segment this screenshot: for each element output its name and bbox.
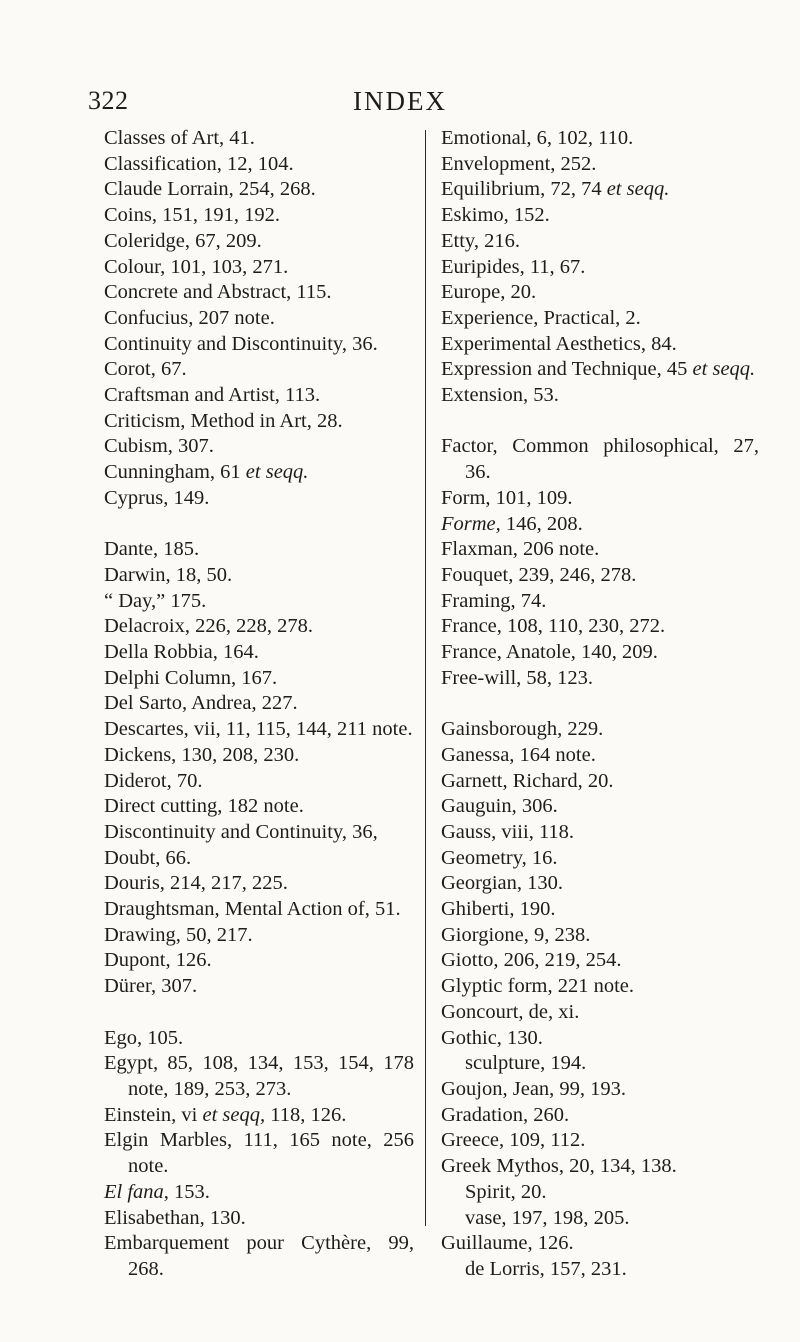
index-entry: Envelopment, 252. bbox=[441, 152, 597, 175]
index-entry bbox=[104, 1180, 414, 1206]
index-entry: Gradation, 260. bbox=[441, 1103, 570, 1126]
index-entry: Elgin Marbles, 111, 165 note, 256 note. bbox=[104, 1129, 414, 1178]
index-entry: Experimental Aesthetics, 84. bbox=[441, 332, 677, 355]
index-entry: Della Robbia, 164. bbox=[104, 641, 259, 664]
index-entry: Classification, 12, 104. bbox=[104, 152, 294, 175]
index-entry: Cyprus, 149. bbox=[104, 486, 210, 509]
index-entry: Diderot, 70. bbox=[104, 769, 203, 792]
index-entry: Douris, 214, 217, 225. bbox=[104, 872, 288, 895]
index-entry: Etty, 216. bbox=[441, 229, 520, 252]
index-entry: Greece, 109, 112. bbox=[441, 1129, 586, 1152]
entry-text: 146, 208. bbox=[500, 512, 583, 535]
index-entry: Colour, 101, 103, 271. bbox=[104, 255, 289, 278]
index-entry: Corot, 67. bbox=[104, 358, 187, 381]
index-entry: Continuity and Discontinuity, 36. bbox=[104, 332, 378, 355]
entry-italic-text: et seqq, bbox=[202, 1103, 266, 1126]
entry-italic-text: et seqq. bbox=[606, 178, 670, 201]
running-head: INDEX bbox=[353, 86, 447, 116]
index-subentry: sculpture, 194. bbox=[465, 1052, 587, 1075]
index-entry: Geometry, 16. bbox=[441, 846, 558, 869]
index-entry: Emotional, 6, 102, 110. bbox=[441, 127, 634, 149]
entry-italic-text: et seqq. bbox=[245, 461, 309, 484]
index-entry: Coleridge, 67, 209. bbox=[104, 229, 262, 252]
page-number: 322 bbox=[88, 86, 129, 115]
letter-group-gap bbox=[104, 1000, 414, 1026]
index-entry: Euripides, 11, 67. bbox=[441, 255, 586, 278]
index-entry: Drawing, 50, 217. bbox=[104, 923, 253, 946]
index-entry bbox=[104, 460, 414, 486]
index-entry: Confucius, 207 note. bbox=[104, 306, 275, 329]
index-entry: Concrete and Abstract, 115. bbox=[104, 281, 332, 304]
index-entry: Guillaume, 126. bbox=[441, 1232, 574, 1255]
index-entry: Direct cutting, 182 note. bbox=[104, 795, 304, 818]
index-column-left bbox=[104, 126, 414, 1283]
index-entry: Gainsborough, 229. bbox=[441, 718, 604, 741]
index-entry: Gauguin, 306. bbox=[441, 795, 558, 818]
index-entry: Garnett, Richard, 20. bbox=[441, 769, 614, 792]
index-entry: Elisabethan, 130. bbox=[104, 1206, 246, 1229]
index-subentry: vase, 197, 198, 205. bbox=[465, 1206, 630, 1229]
index-entry: Dürer, 307. bbox=[104, 975, 198, 998]
index-entry: Classes of Art, 41. bbox=[104, 127, 255, 149]
entry-text: 118, 126. bbox=[265, 1103, 347, 1126]
index-entry: Del Sarto, Andrea, 227. bbox=[104, 692, 298, 715]
index-entry: Experience, Practical, 2. bbox=[441, 306, 641, 329]
index-entry: Form, 101, 109. bbox=[441, 486, 573, 509]
index-entry: Extension, 53. bbox=[441, 384, 559, 407]
index-entry: Glyptic form, 221 note. bbox=[441, 975, 635, 998]
index-entry: Europe, 20. bbox=[441, 281, 537, 304]
index-entry bbox=[441, 177, 759, 203]
index-entry: Coins, 151, 191, 192. bbox=[104, 204, 280, 227]
index-entry: Factor, Common philosophical, 27, 36. bbox=[441, 435, 759, 484]
index-entry: Dickens, 130, 208, 230. bbox=[104, 743, 300, 766]
index-subentry: Spirit, 20. bbox=[465, 1180, 547, 1203]
entry-italic-text: et seqq. bbox=[692, 358, 756, 381]
index-entry: Flaxman, 206 note. bbox=[441, 538, 600, 561]
letter-group-gap bbox=[441, 691, 759, 717]
entry-text: Expression and Technique, 45 bbox=[441, 358, 693, 381]
index-entry: Eskimo, 152. bbox=[441, 204, 550, 227]
index-entry: Discontinuity and Continuity, 36, bbox=[104, 820, 378, 843]
index-entry: Darwin, 18, 50. bbox=[104, 563, 233, 586]
index-entry: Dupont, 126. bbox=[104, 949, 212, 972]
index-entry bbox=[441, 357, 759, 383]
index-entry: Fouquet, 239, 246, 278. bbox=[441, 563, 637, 586]
index-entry: Free-will, 58, 123. bbox=[441, 666, 594, 689]
entry-text: Einstein, vi bbox=[104, 1103, 203, 1126]
entry-text: 153. bbox=[168, 1180, 210, 1203]
index-entry: Gauss, viii, 118. bbox=[441, 820, 575, 843]
index-entry: Ghiberti, 190. bbox=[441, 898, 556, 921]
index-entry: Giotto, 206, 219, 254. bbox=[441, 949, 622, 972]
index-entry: Ego, 105. bbox=[104, 1026, 184, 1049]
index-entry: Framing, 74. bbox=[441, 589, 547, 612]
index-entry: Delacroix, 226, 228, 278. bbox=[104, 615, 313, 638]
index-entry: Dante, 185. bbox=[104, 538, 200, 561]
index-entry: Goncourt, de, xi. bbox=[441, 1000, 580, 1023]
index-entry: Doubt, 66. bbox=[104, 846, 192, 869]
index-entry: France, Anatole, 140, 209. bbox=[441, 641, 658, 664]
index-column-right bbox=[441, 126, 759, 1283]
index-entry: Egypt, 85, 108, 134, 153, 154, 178 note, 189, 253, 273. bbox=[104, 1052, 414, 1100]
index-entry: Ganessa, 164 note. bbox=[441, 743, 596, 766]
index-entry: Draughtsman, Mental Action of, 51. bbox=[104, 898, 401, 921]
index-entry bbox=[441, 512, 759, 538]
index-entry: Gothic, 130. bbox=[441, 1026, 543, 1049]
index-entry: Goujon, Jean, 99, 193. bbox=[441, 1077, 627, 1100]
letter-group-gap bbox=[441, 409, 759, 435]
index-entry: Giorgione, 9, 238. bbox=[441, 923, 591, 946]
index-entry: Descartes, vii, 11, 115, 144, 211 note. bbox=[104, 718, 413, 741]
index-entry: Claude Lorrain, 254, 268. bbox=[104, 178, 316, 201]
index-subentry: de Lorris, 157, 231. bbox=[465, 1257, 627, 1280]
index-entry: Criticism, Method in Art, 28. bbox=[104, 409, 343, 432]
entry-italic-text: El fana, bbox=[104, 1180, 169, 1203]
letter-group-gap bbox=[104, 512, 414, 538]
entry-text: Equilibrium, 72, 74 bbox=[441, 178, 607, 201]
index-entry: France, 108, 110, 230, 272. bbox=[441, 615, 666, 638]
index-entry: Embarquement pour Cythère, 99, 268. bbox=[104, 1232, 414, 1280]
index-entry: Cubism, 307. bbox=[104, 435, 214, 458]
entry-text: Cunningham, 61 bbox=[104, 461, 246, 484]
index-entry: Delphi Column, 167. bbox=[104, 666, 278, 689]
column-divider bbox=[425, 130, 426, 1226]
index-entry: “ Day,” 175. bbox=[104, 589, 207, 612]
entry-italic-text: Forme, bbox=[441, 512, 501, 535]
index-entry: Craftsman and Artist, 113. bbox=[104, 384, 321, 407]
index-entry: Georgian, 130. bbox=[441, 872, 564, 895]
index-entry bbox=[104, 1103, 414, 1129]
index-entry: Greek Mythos, 20, 134, 138. bbox=[441, 1155, 677, 1178]
